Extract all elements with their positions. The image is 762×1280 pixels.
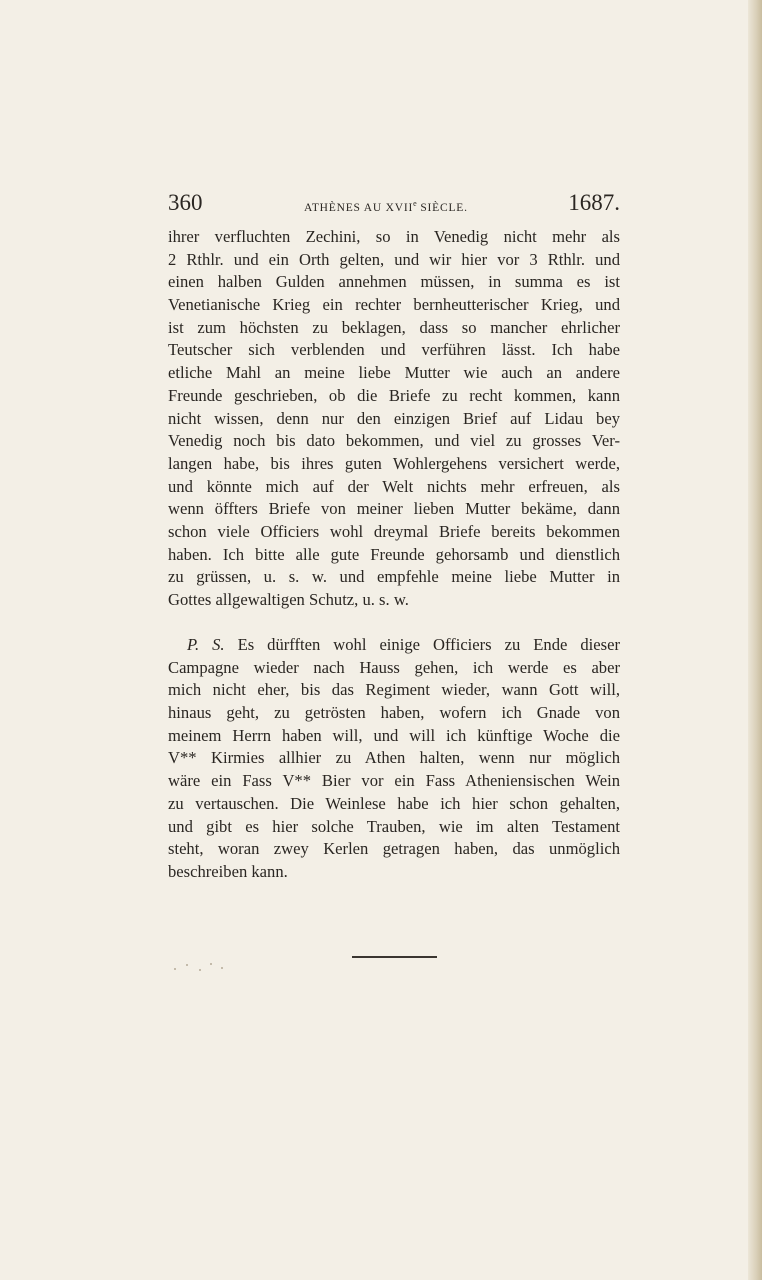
postscript-label: P. S. bbox=[187, 635, 225, 654]
paragraph-letter-body bbox=[168, 226, 620, 612]
postscript-first-line-text: Es dürfften wohl einige Officiers zu Ende dieser bbox=[224, 635, 620, 654]
text-line: Freunde geschrieben, ob die Briefe zu recht kommen, kann bbox=[168, 385, 620, 405]
text-line: 2 Rthlr. und ein Orth gelten, und wir hier vor 3 Rthlr. und bbox=[168, 249, 620, 269]
running-title-main: ATHÈNES AU XVII bbox=[304, 201, 414, 214]
text-line: und gibt es hier solche Trauben, wie im alten Testament bbox=[168, 816, 620, 836]
text-line: hinaus geht, zu getrösten haben, wofern ich Gnade von bbox=[168, 703, 620, 723]
text-line: ihrer verfluchten Zechini, so in Venedig nicht mehr als bbox=[168, 227, 620, 246]
page-edge bbox=[748, 0, 762, 1280]
text-line: Teutscher sich verblenden und verführen lässt. Ich habe bbox=[168, 340, 620, 360]
paper-specks bbox=[172, 960, 232, 974]
text-line: schon viele Officiers wohl dreymal Briefe bereits bekommen bbox=[168, 521, 620, 541]
text-line: steht, woran zwey Kerlen getragen haben, das unmöglich bbox=[168, 839, 620, 859]
text-line: Venedig noch bis dato bekommen, und viel zu grosses Ver- bbox=[168, 431, 620, 451]
text-line: ist zum höchsten zu beklagen, dass so mancher ehrlicher bbox=[168, 317, 620, 337]
postscript-first-line bbox=[168, 634, 620, 657]
text-line: nicht wissen, denn nur den einzigen Brief auf Lidau bey bbox=[168, 408, 620, 428]
text-line: wenn öffters Briefe von meiner lieben Mutter bekäme, dann bbox=[168, 499, 620, 519]
page-header bbox=[168, 190, 620, 220]
text-line: zu vertauschen. Die Weinlese habe ich hier schon gehalten, bbox=[168, 793, 620, 813]
running-title-superscript: e bbox=[413, 199, 417, 208]
text-line: beschreiben kann. bbox=[168, 861, 288, 881]
paragraph-postscript bbox=[168, 634, 620, 884]
text-line: meinem Herrn haben will, und will ich künftige Woche die bbox=[168, 725, 620, 745]
text-line: einen halben Gulden annehmen müssen, in summa es ist bbox=[168, 272, 620, 292]
end-rule bbox=[352, 956, 437, 958]
year: 1687. bbox=[568, 190, 620, 215]
text-line: V** Kirmies allhier zu Athen halten, wenn nur möglich bbox=[168, 748, 620, 768]
text-line: mich nicht eher, bis das Regiment wieder, wann Gott will, bbox=[168, 680, 620, 700]
text-line: haben. Ich bitte alle gute Freunde gehorsamb und dienstlich bbox=[168, 544, 620, 564]
text-line: Venetianische Krieg ein rechter bernheutterischer Krieg, und bbox=[168, 295, 620, 315]
text-line: etliche Mahl an meine liebe Mutter wie auch an andere bbox=[168, 363, 620, 383]
text-line: Campagne wieder nach Hauss gehen, ich werde es aber bbox=[168, 657, 620, 677]
running-title bbox=[304, 199, 468, 214]
text-line: und könnte mich auf der Welt nichts mehr erfreuen, als bbox=[168, 476, 620, 496]
text-line: wäre ein Fass V** Bier vor ein Fass Atheniensischen Wein bbox=[168, 771, 620, 791]
text-line: Gottes allgewaltigen Schutz, u. s. w. bbox=[168, 590, 409, 609]
text-line: zu grüssen, u. s. w. und empfehle meine liebe Mutter in bbox=[168, 567, 620, 587]
page-number: 360 bbox=[168, 190, 203, 215]
text-line: langen habe, bis ihres guten Wohlergehens versichert werde, bbox=[168, 453, 620, 473]
running-title-tail: SIÈCLE. bbox=[416, 201, 468, 214]
